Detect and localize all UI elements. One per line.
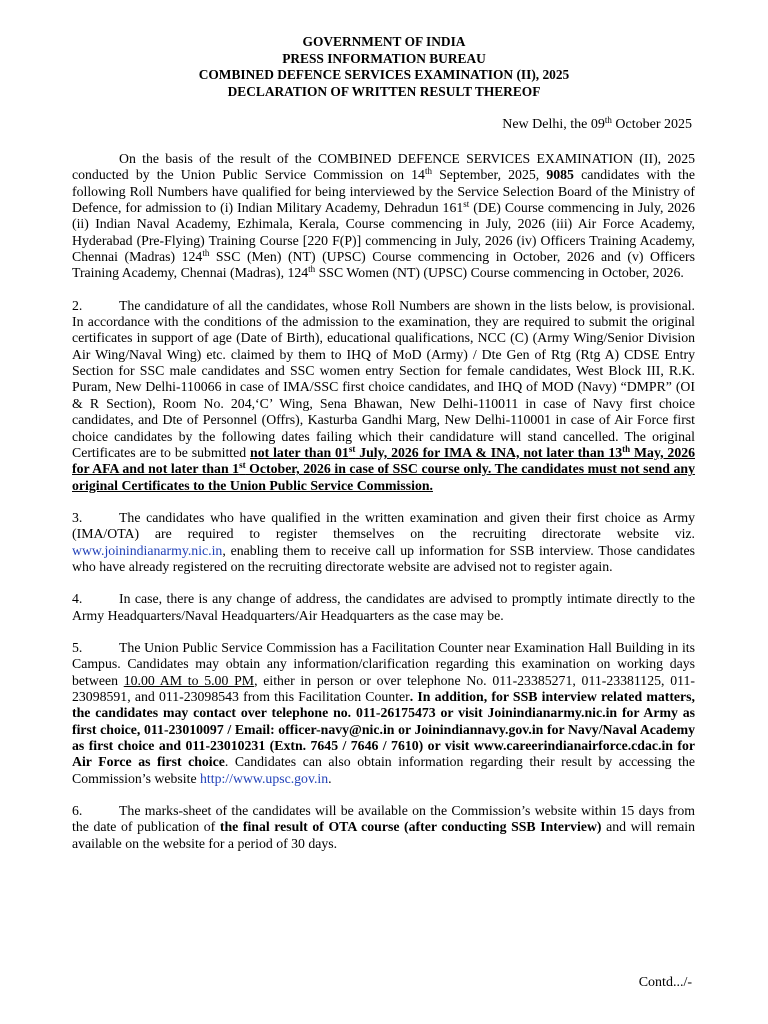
document-body — [72, 151, 695, 868]
para1-sup-d: th — [202, 248, 210, 259]
date-prefix: New Delhi, the 09 — [502, 117, 605, 132]
para1-text-d: (DE) Course commencing in July, 2026 (ii) Indian Naval Academy, Ezhimala, Kerala, Course commencing in July, 2026 (iii) Air Force Academy, Hyderabad (Pre-Flying) Training Course [220 F(P)] commencing in July, 2026 (iv) Officers Training Academy, Chennai (Madras) 124 — [72, 200, 695, 265]
para1-sup-e: th — [308, 264, 316, 275]
deadline-ssc: October, 2026 in case of SSC course only. The candidates must not send any original Certificates to the Union Public Service Commission. — [72, 461, 695, 493]
para2-number: 2. — [72, 297, 83, 313]
deadline-afa-a: July, 2026 for IMA & INA, not later than 13 — [355, 444, 623, 460]
qualified-count: 9085 — [546, 167, 574, 183]
para1-sup-c: st — [463, 199, 470, 210]
date-superscript: th — [604, 115, 612, 125]
para5-text-b: , either in person or over telephone No. 011-23385271, 011-23381125, 011-23098591, and 011-23098543 from this Facilitation Counter — [72, 672, 695, 704]
document-header — [72, 34, 696, 100]
para1-text-a: On the basis of the result of the COMBINED DEFENCE SERVICES EXAMINATION (II), 2025 conducted by the Union Public Service Commission on 14 — [72, 151, 695, 183]
para1-text-c: candidates with the following Roll Numbers have qualified for being interviewed by the Service Selection Board of the Ministry of Defence, for admission to (i) Indian Military Academy, Dehradun 161 — [72, 167, 695, 216]
deadline-afa-b: May, 2026 for AFA and not later than 1 — [72, 444, 696, 477]
ota-final-result-note: the final result of OTA course (after conducting SSB Interview) — [219, 819, 602, 835]
para5-text-e: . — [328, 770, 332, 786]
header-government: GOVERNMENT OF INDIA — [302, 34, 466, 49]
paragraph-3 — [72, 510, 695, 575]
para1-sup-a: th — [424, 166, 432, 177]
continued-marker: Contd.../- — [638, 975, 692, 990]
para4-text: In case, there is any change of address, the candidates are advised to promptly intimate directly to the Army Headquarters/Naval Headquarters/Air Headquarters as the case may be. — [72, 591, 695, 623]
para3-number: 3. — [72, 509, 83, 525]
deadline-ima-ina: not later than 01 — [250, 444, 349, 460]
para5-number: 5. — [72, 639, 83, 655]
paragraph-5 — [72, 640, 695, 787]
para3-text-b: , enabling them to receive call up information for SSB interview. Those candidates who have already registered on the recruiting directorate website are advised not to register again. — [72, 542, 695, 574]
date-suffix: October 2025 — [611, 117, 692, 132]
ssb-contact-info: . In addition, for SSB interview related matters, the candidates may contact over telephone no. 011-26175473 or visit Joinindianarmy.nic.in for Army as first choice, 011-23010097 / Email: officer-navy@nic.in or Joinindiannavy.gov.in for Navy/Naval Academy as first choice and 011-23010231 (Extn. 7645 / 7646 / 7610) or visit www.careerindianairforce.cdac.in for Air Force as first choice — [72, 688, 695, 770]
para1-text-e: SSC (Men) (NT) (UPSC) Course commencing in October, 2026 and (v) Officers Training Academy, Chennai (Madras), 124 — [72, 249, 695, 281]
deadline-sup-1: st — [348, 443, 356, 454]
deadline-sup-3: st — [239, 460, 246, 471]
header-bureau: PRESS INFORMATION BUREAU — [282, 50, 486, 66]
date-line — [502, 117, 692, 133]
paragraph-1 — [72, 151, 695, 282]
header-exam-title: COMBINED DEFENCE SERVICES EXAMINATION (II), 2025 — [198, 67, 570, 82]
paragraph-2 — [72, 298, 695, 494]
para2-text: The candidature of all the candidates, whose Roll Numbers are shown in the lists below, is provisional. In accordance with the conditions of the admission to the examination, they are required to submit the original certificates in support of age (Date of Birth), educational qualifications, NCC (C) (Army Wing/Senior Division Air Wing/Naval Wing) etc. claimed by them to IHQ of MoD (Army) / Dte Gen of Rtg (Rtg A) CDSE Entry Section for SSC male candidates and SSC women entry Section for female candidates, West Block III, R.K. Puram, New Delhi-110066 in case of IMA/SSC first choice candidates, and IHQ of MOD (Navy) “DMPR” (OI & R Section), Room No. 204,‘C’ Wing, Sena Bhawan, New Delhi-110011 in case of Navy first choice candidates, and Dte of Personnel (Offrs), Kasturba Gandhi Marg, New Delhi-110001 in case of Air Force first choice candidates by the following dates failing which their candidature will stand cancelled. The original Certificates are to be submitted — [72, 297, 695, 460]
para5-text-a: The Union Public Service Commission has a Facilitation Counter near Examination Hall Building in its Campus. Candidates may obtain any information/clarification regarding this examination on working days between — [72, 639, 695, 688]
header-declaration: DECLARATION OF WRITTEN RESULT THEREOF — [227, 83, 541, 99]
para1-text-b: September, 2025, — [431, 167, 547, 183]
joinindianarmy-link[interactable]: www.joinindianarmy.nic.in — [72, 542, 223, 558]
para3-text-a: The candidates who have qualified in the written examination and given their first choice as Army (IMA/OTA) are required to register themselves on the recruiting directorate website viz. — [72, 509, 695, 542]
deadline-sup-2: th — [622, 443, 631, 454]
para6-number: 6. — [72, 803, 83, 819]
upsc-website-link[interactable]: http://www.upsc.gov.in — [200, 770, 329, 786]
para6-text-c: and will remain available on the website for a period of 30 days. — [72, 819, 696, 851]
counter-hours: 10.00 AM to 5.00 PM — [123, 672, 255, 688]
para6-text-a: The marks-sheet of the candidates will be available on the Commission’s website within 15 days from the date of publication of — [72, 803, 695, 835]
para1-text-f: SSC Women (NT) (UPSC) Course commencing in October, 2026. — [315, 265, 684, 281]
para4-number: 4. — [72, 591, 83, 607]
paragraph-6 — [72, 803, 695, 852]
paragraph-4 — [72, 591, 695, 624]
para5-text-d: . Candidates can also obtain information regarding their result by accessing the Commission’s website — [72, 754, 695, 786]
